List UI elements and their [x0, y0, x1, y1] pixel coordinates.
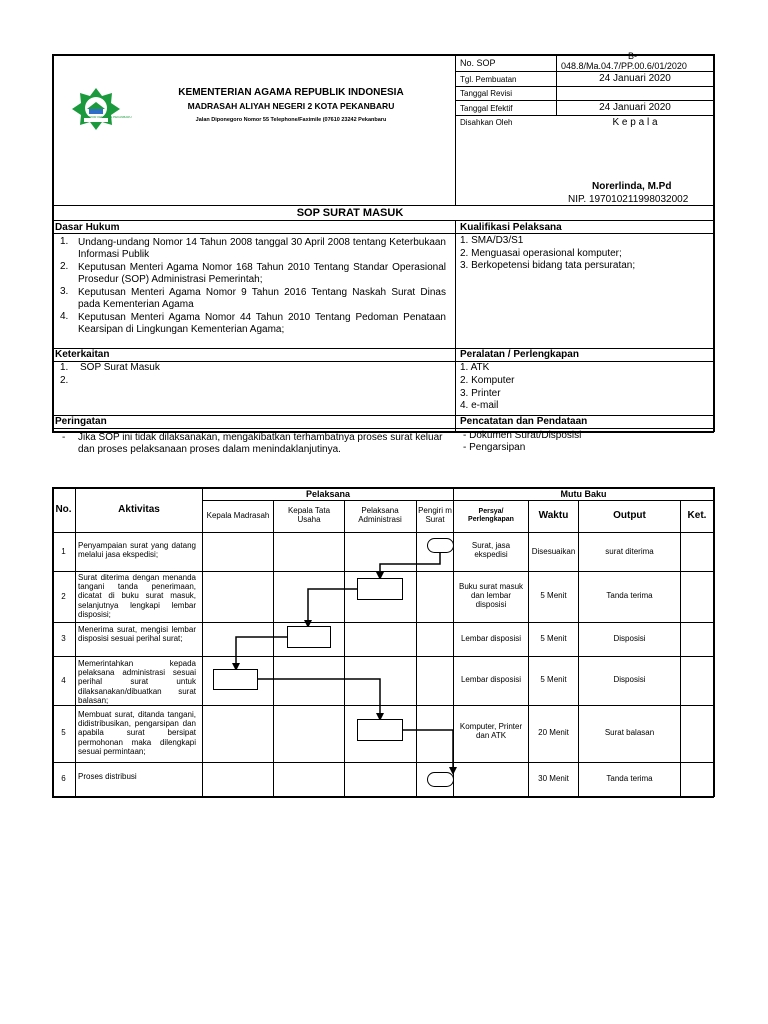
school-address: Jalan Diponegoro Nomor 55 Telephone/Faximile (07610 23242 Pekanbaru [195, 117, 387, 123]
col-pelaksana-header: Pelaksana [305, 489, 351, 499]
row-5-persyaratan: Komputer, Printer dan ATK [459, 722, 523, 741]
peralatan-item-3: 3. Printer [460, 388, 501, 399]
row-2-persyaratan: Buku surat masuk dan lembar disposisi [458, 582, 524, 610]
pencatatan-item-1: - Dokumen Surat/Disposisi [463, 430, 582, 441]
disahkan-value: K e p a l a [612, 117, 658, 128]
row-6-aktivitas: Proses distribusi [78, 772, 137, 781]
tanggal-revisi-label: Tanggal Revisi [460, 89, 513, 98]
row-2-waktu: 5 Menit [540, 591, 567, 600]
tanggal-efektif-value: 24 Januari 2020 [599, 102, 671, 113]
col-waktu-header: Waktu [538, 510, 569, 521]
col-kepala-madrasah-header: Kepala Madrasah [206, 511, 270, 520]
col-ket-header: Ket. [687, 510, 707, 521]
col-aktivitas-header: Aktivitas [118, 504, 160, 515]
row-6-no: 6 [61, 774, 66, 783]
pencatatan-heading: Pencatatan dan Pendataan [460, 416, 588, 427]
kualifikasi-item-1: 1. SMA/D3/S1 [460, 235, 524, 246]
dasar-hukum-heading: Dasar Hukum [55, 222, 120, 233]
col-pengirim-header: Pengiri m Surat [418, 506, 452, 525]
col-no-header: No. [55, 504, 72, 515]
dasar-hukum-num-2: 2. [60, 261, 69, 272]
peralatan-item-4: 4. e-mail [460, 400, 499, 411]
no-sop-value-b: 048.8/Ma.04.7/PP.00.6/01/2020 [561, 61, 687, 71]
row-5-output: Surat balasan [604, 728, 655, 737]
flow-end-terminator [427, 772, 454, 787]
flow-step-5-box [357, 719, 403, 741]
row-3-no: 3 [61, 634, 66, 643]
kualifikasi-heading: Kualifikasi Pelaksana [460, 222, 562, 233]
row-2-no: 2 [61, 592, 66, 601]
row-4-waktu: 5 Menit [540, 675, 567, 684]
peringatan-heading: Peringatan [55, 416, 107, 427]
row-4-aktivitas: Memerintahkan kepada pelaksana administrasi sesuai perihal surat untuk dilaksanakan/dibuatkan surat balasan; [78, 659, 196, 705]
peralatan-heading: Peralatan / Perlengkapan [460, 349, 579, 360]
row-1-no: 1 [61, 547, 66, 556]
dasar-hukum-num-1: 1. [60, 236, 69, 247]
peralatan-item-2: 2. Komputer [460, 375, 515, 386]
flow-start-terminator [427, 538, 454, 553]
col-pelaksana-adm-header: Pelaksana Administrasi [358, 506, 402, 525]
signer-name: Norerlinda, M.Pd [592, 181, 672, 192]
tgl-pembuatan-value: 24 Januari 2020 [599, 73, 671, 84]
row-1-waktu: Disesuaikan [531, 547, 576, 556]
tgl-pembuatan-label: Tgl. Pembuatan [460, 75, 517, 84]
kualifikasi-item-3: 3. Berkopetensi bidang tata persuratan; [460, 260, 636, 271]
dasar-hukum-num-3: 3. [60, 286, 69, 297]
disahkan-label: Disahkan Oleh [460, 118, 513, 127]
row-3-output: Disposisi [613, 634, 646, 643]
peringatan-dash: - [62, 432, 66, 443]
kualifikasi-item-2: 2. Menguasai operasional komputer; [460, 248, 622, 259]
row-4-persyaratan: Lembar disposisi [460, 675, 522, 684]
row-5-aktivitas: Membuat surat, ditanda tangani, didistribusikan, pengarsipan dan apabila surat bersipat permohonan maka dilengkapi sesuai permintaan; [78, 710, 196, 756]
row-2-output: Tanda terima [606, 591, 653, 600]
row-1-output: surat diterima [605, 547, 654, 556]
sop-title: SOP SURAT MASUK [296, 207, 404, 219]
no-sop-label: No. SOP [460, 58, 496, 68]
dasar-hukum-text-3: Keputusan Menteri Agama Nomor 9 Tahun 2016 Tentang Naskah Surat Dinas pada Kementerian Agama [78, 287, 446, 310]
dasar-hukum-num-4: 4. [60, 311, 69, 322]
peringatan-text: Jika SOP ini tidak dilaksanakan, mengakibatkan terhambatnya proses surat keluar dan proses pelaksanaan proses dalam menindaklanjutinya. [78, 432, 443, 455]
row-4-no: 4 [61, 676, 66, 685]
keterkaitan-text-1: SOP Surat Masuk [80, 362, 160, 373]
peralatan-item-1: 1. ATK [460, 362, 490, 373]
no-sop-value-a: B- [628, 51, 637, 61]
col-kepala-tu-header: Kepala Tata Usaha [287, 506, 331, 525]
row-3-waktu: 5 Menit [540, 634, 567, 643]
col-output-header: Output [613, 510, 646, 521]
flow-step-3-box [287, 626, 331, 648]
school-name: MADRASAH ALIYAH NEGERI 2 KOTA PEKANBARU [187, 101, 395, 111]
signer-nip: NIP. 197010211998032002 [568, 194, 689, 205]
col-persyaratan-header: Persya/ Perlengkapan [468, 508, 514, 524]
keterkaitan-heading: Keterkaitan [55, 349, 110, 360]
row-4-output: Disposisi [613, 675, 646, 684]
row-5-no: 5 [61, 728, 66, 737]
pencatatan-item-2: - Pengarsipan [463, 442, 526, 453]
row-1-aktivitas: Penyampaian surat yang datang melalui jasa ekspedisi; [78, 541, 196, 560]
row-6-output: Tanda terima [606, 774, 653, 783]
row-5-waktu: 20 Menit [538, 728, 569, 737]
flow-step-2-box [357, 578, 403, 600]
row-6-waktu: 30 Menit [538, 774, 569, 783]
row-3-aktivitas: Menerima surat, mengisi lembar disposisi sesuai perihal surat; [78, 625, 196, 644]
col-mutu-header: Mutu Baku [560, 489, 607, 499]
dasar-hukum-text-2: Keputusan Menteri Agama Nomor 168 Tahun 2010 Tentang Standar Operasional Prosedur (SOP) Administrasi Pemerintah; [78, 262, 446, 285]
row-1-persyaratan: Surat, jasa ekspedisi [471, 541, 511, 560]
dasar-hukum-text-4: Keputusan Menteri Agama Nomor 44 Tahun 2010 Tentang Pedoman Penataan Kearsipan di Lingkungan Kementerian Agama; [78, 312, 446, 335]
keterkaitan-num-1: 1. [60, 362, 69, 373]
flow-step-4-box [213, 669, 258, 690]
keterkaitan-num-2: 2. [60, 375, 69, 386]
row-2-aktivitas: Surat diterima dengan menanda tangani tanda penerimaan, dicatat di buku surat masuk, selanjutnya lengkapi lembar disposisi; [78, 573, 196, 619]
logo-text: KANTOR KEMENAG PEKANBARU [84, 115, 132, 119]
tanggal-efektif-label: Tanggal Efektif [460, 104, 513, 113]
row-3-persyaratan: Lembar disposisi [460, 634, 522, 643]
dasar-hukum-text-1: Undang-undang Nomor 14 Tahun 2008 tanggal 30 April 2008 tentang Keterbukaan Informasi Publik [78, 237, 446, 260]
ministry-name: KEMENTERIAN AGAMA REPUBLIK INDONESIA [178, 87, 404, 98]
